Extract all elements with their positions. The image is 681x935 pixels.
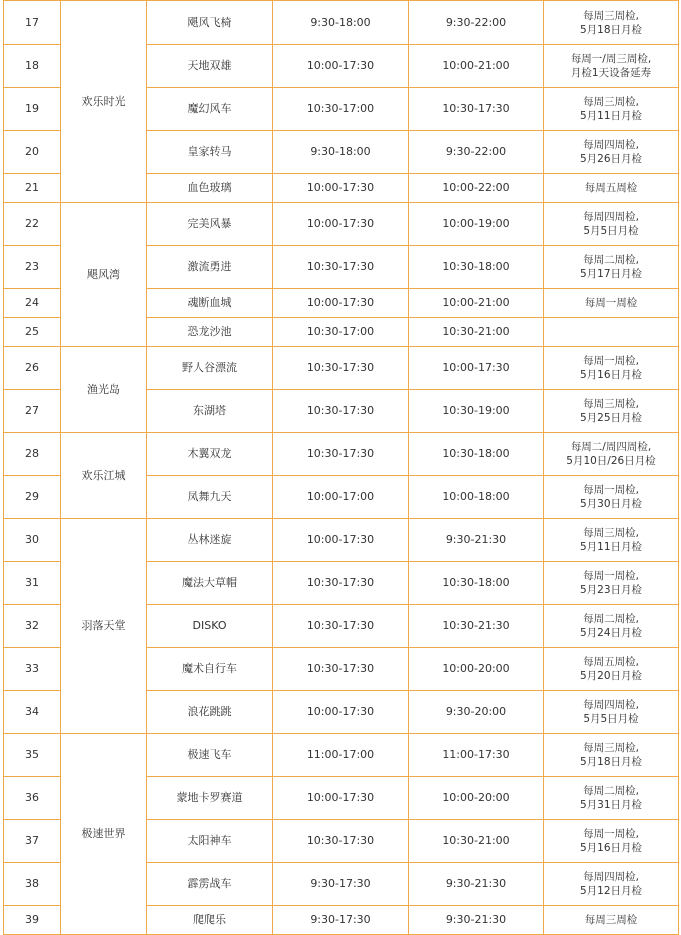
weekday-hours-cell: 10:00-17:00: [273, 476, 409, 519]
table-row: [4, 1, 679, 45]
maintenance-note-cell: [544, 45, 679, 88]
weekend-hours-cell: 10:00-19:00: [409, 203, 544, 246]
maintenance-note-cell: [544, 777, 679, 820]
maintenance-note-line: 每周四周检,: [583, 211, 639, 223]
ride-name-cell: 血色玻璃: [147, 174, 273, 203]
weekend-hours-cell: 10:30-21:00: [409, 820, 544, 863]
maintenance-note-cell: [544, 433, 679, 476]
weekend-hours-cell: 10:00-20:00: [409, 777, 544, 820]
ride-name-cell: 丛林迷旋: [147, 519, 273, 562]
ride-name-cell: 魂断血城: [147, 289, 273, 318]
weekend-hours-cell: 10:00-18:00: [409, 476, 544, 519]
maintenance-note-cell: [544, 203, 679, 246]
maintenance-note-line: 每周四周检,: [583, 139, 639, 151]
weekend-hours-cell: 9:30-22:00: [409, 1, 544, 45]
weekend-hours-cell: 10:30-18:00: [409, 246, 544, 289]
row-number-cell: 28: [4, 433, 61, 476]
ride-name-cell: 天地双雄: [147, 45, 273, 88]
weekday-hours-cell: 10:00-17:30: [273, 691, 409, 734]
weekend-hours-cell: 10:30-21:30: [409, 605, 544, 648]
weekday-hours-cell: 10:30-17:00: [273, 318, 409, 347]
maintenance-note-line: 每周四周检,: [583, 871, 639, 883]
weekday-hours-cell: 10:30-17:30: [273, 433, 409, 476]
row-number-cell: 23: [4, 246, 61, 289]
weekend-hours-cell: 10:00-17:30: [409, 347, 544, 390]
maintenance-note-cell: [544, 390, 679, 433]
ride-name-cell: 激流勇进: [147, 246, 273, 289]
area-name-cell: 羽落天堂: [61, 519, 147, 734]
maintenance-note-line: 5月20日月检: [579, 670, 643, 682]
maintenance-note-cell: [544, 174, 679, 203]
maintenance-note-cell: [544, 246, 679, 289]
ride-name-cell: 魔法大草帽: [147, 562, 273, 605]
maintenance-note-line: 每周三周检,: [583, 742, 639, 754]
table-row: [4, 433, 679, 476]
area-name-cell: 欢乐江城: [61, 433, 147, 519]
maintenance-note-line: 每周二周检,: [583, 254, 639, 266]
maintenance-note-cell: [544, 519, 679, 562]
maintenance-note-line: 5月18日月检: [579, 23, 643, 36]
weekend-hours-cell: 10:30-18:00: [409, 562, 544, 605]
ride-name-cell: 蒙地卡罗赛道: [147, 777, 273, 820]
row-number-cell: 29: [4, 476, 61, 519]
maintenance-note-line: 5月23日月检: [579, 584, 643, 596]
maintenance-note-line: 5月24日月检: [579, 627, 643, 639]
maintenance-note-line: 5月26日月检: [579, 153, 643, 165]
ride-name-cell: 爬爬乐: [147, 906, 273, 935]
row-number-cell: 32: [4, 605, 61, 648]
maintenance-note-line: 每周二/周四周检,: [570, 441, 652, 453]
maintenance-note-cell: [544, 476, 679, 519]
maintenance-note-line: 5月10日/26日月检: [566, 455, 656, 467]
weekday-hours-cell: 10:30-17:30: [273, 605, 409, 648]
maintenance-note-cell: [544, 691, 679, 734]
weekday-hours-cell: 10:30-17:30: [273, 390, 409, 433]
ride-name-cell: 东湖塔: [147, 390, 273, 433]
weekend-hours-cell: 11:00-17:30: [409, 734, 544, 777]
maintenance-note-line: 5月16日月检: [579, 842, 643, 854]
area-name-cell: 极速世界: [61, 734, 147, 935]
row-number-cell: 39: [4, 906, 61, 935]
weekend-hours-cell: 10:00-21:00: [409, 45, 544, 88]
weekday-hours-cell: 10:30-17:30: [273, 347, 409, 390]
area-name-cell: 欢乐时光: [61, 1, 147, 203]
weekday-hours-cell: 10:30-17:30: [273, 820, 409, 863]
maintenance-note-cell: [544, 1, 679, 45]
maintenance-note-line: 每周一周检,: [583, 828, 639, 840]
maintenance-note-cell: [544, 906, 679, 935]
ride-name-cell: 完美风暴: [147, 203, 273, 246]
maintenance-note-line: 每周二周检,: [583, 785, 639, 797]
maintenance-note-line: 每周一周检,: [583, 484, 639, 496]
maintenance-note-line: 5月18日月检: [579, 756, 643, 768]
weekday-hours-cell: 10:00-17:30: [273, 777, 409, 820]
weekend-hours-cell: 10:00-20:00: [409, 648, 544, 691]
maintenance-note-cell: [544, 863, 679, 906]
maintenance-note-line: 每周一/周三周检,: [570, 53, 652, 65]
area-name-cell: 渔光岛: [61, 347, 147, 433]
ride-name-cell: 木翼双龙: [147, 433, 273, 476]
row-number-cell: 38: [4, 863, 61, 906]
row-number-cell: 30: [4, 519, 61, 562]
maintenance-note-line: 每周一周检,: [583, 355, 639, 367]
maintenance-note-cell: [544, 289, 679, 318]
maintenance-note-line: 每周五周检: [584, 182, 638, 194]
row-number-cell: 31: [4, 562, 61, 605]
weekday-hours-cell: 10:30-17:30: [273, 648, 409, 691]
ride-name-cell: 极速飞车: [147, 734, 273, 777]
weekend-hours-cell: 10:30-21:00: [409, 318, 544, 347]
weekday-hours-cell: 10:30-17:30: [273, 562, 409, 605]
weekend-hours-cell: 10:00-21:00: [409, 289, 544, 318]
weekday-hours-cell: 10:00-17:30: [273, 45, 409, 88]
ride-name-cell: 飓风飞椅: [147, 1, 273, 45]
maintenance-note-line: 每周四周检,: [583, 699, 639, 711]
ride-name-cell: DISKO: [147, 605, 273, 648]
maintenance-note-line: 5月30日月检: [579, 498, 643, 510]
row-number-cell: 33: [4, 648, 61, 691]
maintenance-note-cell: [544, 562, 679, 605]
weekday-hours-cell: 10:00-17:30: [273, 174, 409, 203]
maintenance-note-line: 5月12日月检: [579, 885, 643, 897]
row-number-cell: 25: [4, 318, 61, 347]
maintenance-note-cell: [544, 734, 679, 777]
weekend-hours-cell: 9:30-22:00: [409, 131, 544, 174]
maintenance-note-line: 5月31日月检: [579, 799, 643, 811]
ride-name-cell: 恐龙沙池: [147, 318, 273, 347]
ride-name-cell: 浪花跳跳: [147, 691, 273, 734]
maintenance-note-line: 5月11日月检: [579, 541, 643, 553]
ride-name-cell: 魔幻风车: [147, 88, 273, 131]
maintenance-note-line: 每周五周检,: [583, 656, 639, 668]
ride-name-cell: 野人谷漂流: [147, 347, 273, 390]
row-number-cell: 37: [4, 820, 61, 863]
maintenance-note-line: 每周一周检: [584, 297, 638, 309]
ride-name-cell: 凤舞九天: [147, 476, 273, 519]
maintenance-note-cell: [544, 648, 679, 691]
maintenance-note-line: 5月11日月检: [579, 110, 643, 122]
row-number-cell: 24: [4, 289, 61, 318]
maintenance-note-line: 5月16日月检: [579, 369, 643, 381]
maintenance-note-line: 每周三周检,: [583, 9, 639, 22]
maintenance-note-line: 每周三周检,: [583, 527, 639, 539]
row-number-cell: 18: [4, 45, 61, 88]
maintenance-note-cell: [544, 88, 679, 131]
weekend-hours-cell: 9:30-20:00: [409, 691, 544, 734]
table-row: [4, 734, 679, 777]
ride-name-cell: 霹雳战车: [147, 863, 273, 906]
area-name-cell: 飓风湾: [61, 203, 147, 347]
maintenance-note-line: 5月5日月检: [583, 225, 639, 237]
maintenance-note-cell: [544, 318, 679, 347]
row-number-cell: 20: [4, 131, 61, 174]
weekend-hours-cell: 10:00-22:00: [409, 174, 544, 203]
maintenance-note-line: 每周二周检,: [583, 613, 639, 625]
row-number-cell: 22: [4, 203, 61, 246]
table-row: [4, 519, 679, 562]
maintenance-note-cell: [544, 131, 679, 174]
maintenance-note-line: 每周三周检,: [583, 398, 639, 410]
weekday-hours-cell: 10:30-17:00: [273, 88, 409, 131]
weekend-hours-cell: 10:30-19:00: [409, 390, 544, 433]
ride-name-cell: 魔术自行车: [147, 648, 273, 691]
weekday-hours-cell: 10:00-17:30: [273, 289, 409, 318]
maintenance-note-line: 5月17日月检: [579, 268, 643, 280]
maintenance-note-line: 5月5日月检: [583, 713, 639, 725]
ride-schedule-table: [3, 0, 679, 935]
weekend-hours-cell: 9:30-21:30: [409, 519, 544, 562]
row-number-cell: 34: [4, 691, 61, 734]
row-number-cell: 17: [4, 1, 61, 45]
maintenance-note-line: 每周三周检: [584, 914, 638, 926]
weekend-hours-cell: 9:30-21:30: [409, 863, 544, 906]
ride-name-cell: 皇家转马: [147, 131, 273, 174]
row-number-cell: 21: [4, 174, 61, 203]
maintenance-note-cell: [544, 347, 679, 390]
maintenance-note-line: 每周三周检,: [583, 96, 639, 108]
weekday-hours-cell: 11:00-17:00: [273, 734, 409, 777]
weekday-hours-cell: 10:30-17:30: [273, 246, 409, 289]
weekend-hours-cell: 10:30-17:30: [409, 88, 544, 131]
row-number-cell: 36: [4, 777, 61, 820]
row-number-cell: 19: [4, 88, 61, 131]
weekend-hours-cell: 10:30-18:00: [409, 433, 544, 476]
weekday-hours-cell: 10:00-17:30: [273, 203, 409, 246]
weekday-hours-cell: 9:30-17:30: [273, 906, 409, 935]
weekday-hours-cell: 9:30-17:30: [273, 863, 409, 906]
maintenance-note-line: 5月25日月检: [579, 412, 643, 424]
weekday-hours-cell: 9:30-18:00: [273, 131, 409, 174]
maintenance-note-line: 月检1天设备延寿: [570, 67, 652, 79]
row-number-cell: 35: [4, 734, 61, 777]
weekday-hours-cell: 10:00-17:30: [273, 519, 409, 562]
maintenance-note-cell: [544, 820, 679, 863]
ride-schedule-body: [4, 1, 679, 935]
table-row: [4, 203, 679, 246]
weekday-hours-cell: 9:30-18:00: [273, 1, 409, 45]
maintenance-note-cell: [544, 605, 679, 648]
ride-name-cell: 太阳神车: [147, 820, 273, 863]
weekend-hours-cell: 9:30-21:30: [409, 906, 544, 935]
row-number-cell: 27: [4, 390, 61, 433]
row-number-cell: 26: [4, 347, 61, 390]
table-row: [4, 347, 679, 390]
maintenance-note-line: 每周一周检,: [583, 570, 639, 582]
